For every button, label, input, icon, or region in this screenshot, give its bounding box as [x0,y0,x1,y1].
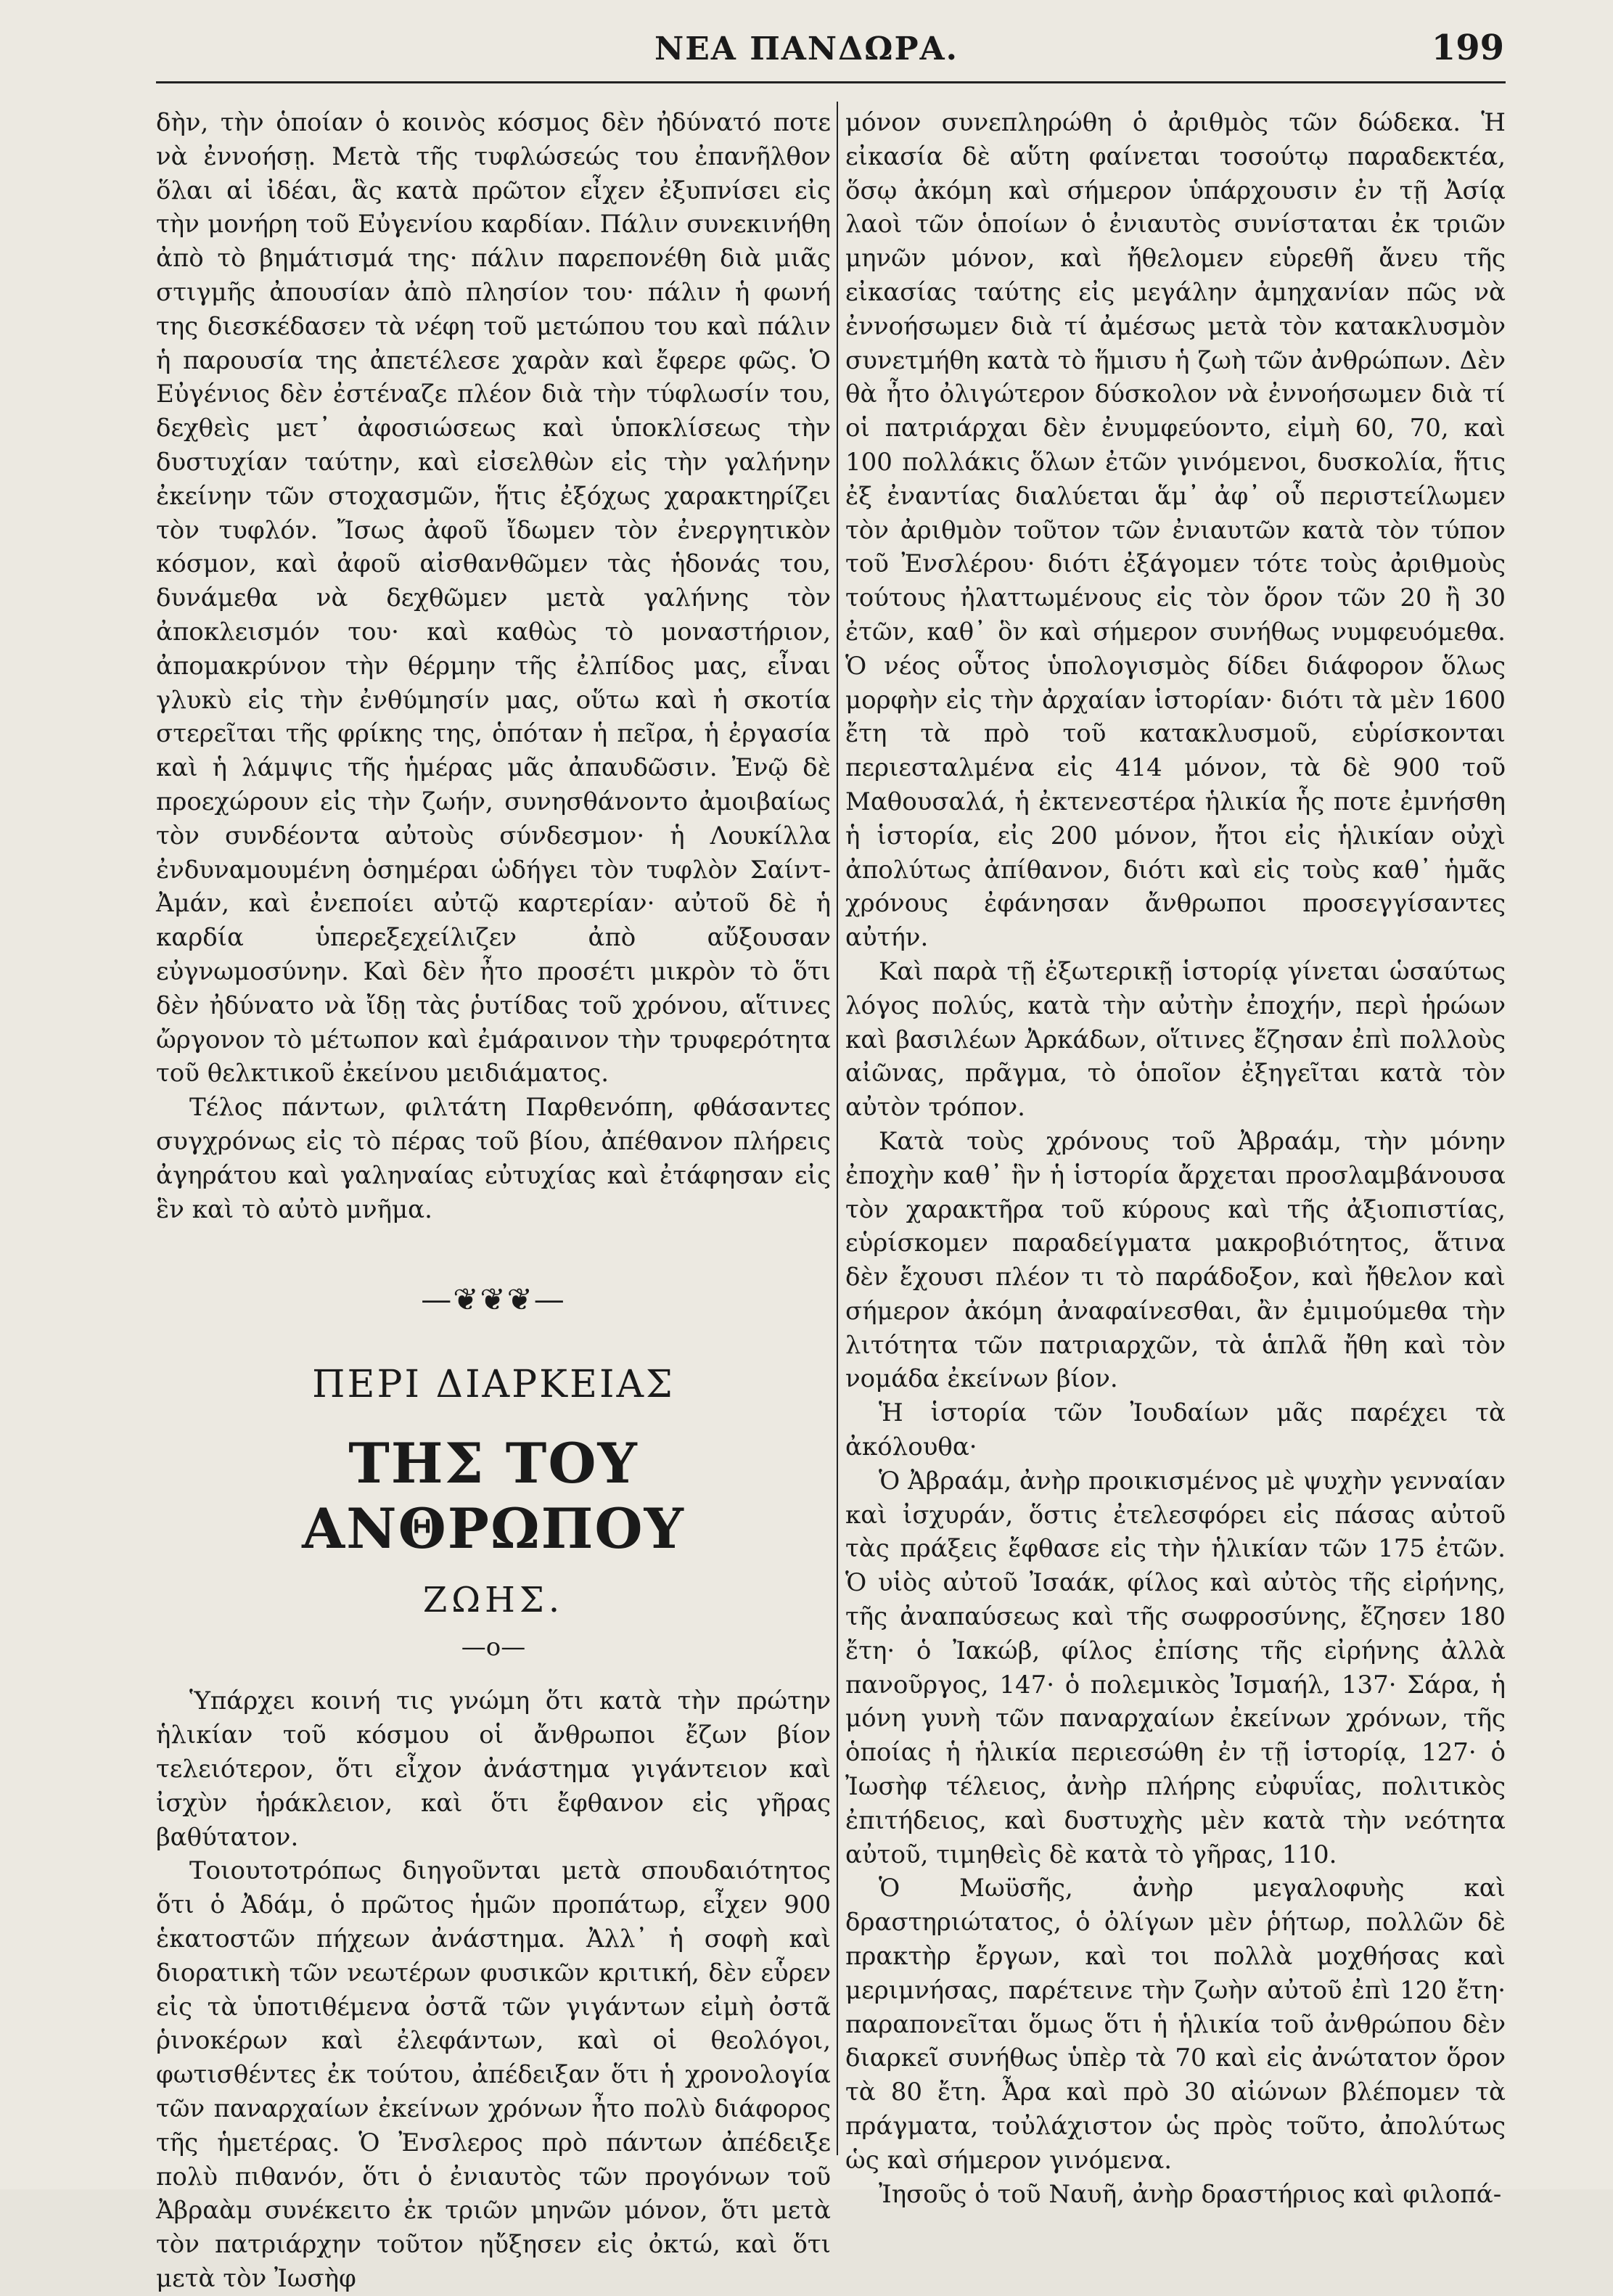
article-paragraph: Τοιουτοτρόπως διηγοῦνται μετὰ σπουδαιότητος ὅτι ὁ Ἀδάμ, ὁ πρῶτος ἡμῶν προπάτωρ, εἶχεν 900 ἑκατοστῶν πήχεων ἀνάστημα. Ἀλλ᾽ ἡ σοφὴ καὶ διορατικὴ τῶν νεωτέρων φυσικῶν κριτική, δὲν εὗρεν εἰς τὰ ὑποτιθέμενα ὀστᾶ τῶν γιγάντων εἰμὴ ὀστᾶ ῥινοκέρων καὶ ἐλεφάντων, καὶ οἱ θεολόγοι, φωτισθέντες ἐκ τούτου, ἀπέδειξαν ὅτι ἡ χρονολογία τῶν παναρχαίων ἐκείνων χρόνων ἦτο πολὺ διάφορος τῆς ἡμετέρας. Ὁ Ἐνσλερος πρὸ πάντων ἀπέδειξε πολὺ πιθανόν, ὅτι ὁ ἐνιαυτὸς τῶν προγόνων τοῦ Ἀβραὰμ συνέκειτο ἐκ τριῶν μηνῶν μόνον, ὅτι μετὰ τὸν πατριάρχην τοῦτον ηὔξησεν εἰς ὀκτώ, καὶ ὅτι μετὰ τὸν Ἰωσὴφ [156,1856,831,2294]
article-title-line-2: ΤΗΣ ΤΟΥ ΑΝΘΡΩΠΟΥ [302,1430,685,1561]
article-paragraph: Καὶ παρὰ τῇ ἐξωτερικῇ ἱστορίᾳ γίνεται ὡσαύτως λόγος πολύς, κατὰ τὴν αὐτὴν ἐποχήν, περὶ ἡρώων καὶ βασιλέων Ἀρκάδων, οἵτινες ἔζησαν ἐπὶ πολλοὺς αἰῶνας, πρᾶγμα, τὸ ὁποῖον ἐξηγεῖται κατὰ τὸν αὐτὸν τρόπον. [845,956,1506,1123]
article-title-line-1: ΠΕΡΙ ΔΙΑΡΚΕΙΑΣ [312,1363,675,1407]
section-ornament: —❦❦❦— [421,1282,566,1318]
left-column [156,106,831,2296]
article-paragraph: μόνον συνεπληρώθη ὁ ἀριθμὸς τῶν δώδεκα. Ἡ εἰκασία δὲ αὕτη φαίνεται τοσούτῳ παραδεκτέα, ὅσῳ ἀκόμη καὶ σήμερον ὑπάρχουσιν ἐν τῇ Ἀσίᾳ λαοὶ τῶν ὁποίων ὁ ἐνιαυτὸς συνίσταται ἐκ τριῶν μηνῶν μόνον, καὶ ἤθελομεν εὑρεθῆ ἄνευ τῆς εἰκασίας ταύτης εἰς μεγάλην ἀμηχανίαν πῶς νὰ ἐννοήσωμεν διὰ τί ἀμέσως μετὰ τὸν κατακλυσμὸν συνετμήθη κατὰ τὸ ἥμισυ ἡ ζωὴ τῶν ἀνθρώπων. Δὲν θὰ ἦτο ὀλιγώτερον δύσκολον νὰ ἐννοήσωμεν διὰ τί οἱ πατριάρχαι δὲν ἐνυμφεύοντο, εἰμὴ 60, 70, καὶ 100 πολλάκις ὅλων ἐτῶν γινόμενοι, δυσκολία, ἥτις ἐξ ἐναντίας διαλύεται ἅμ᾽ ἀφ᾽ οὗ περιστείλωμεν τὸν ἀριθμὸν τοῦτον τῶν ἐνιαυτῶν κατὰ τὸν τύπον τοῦ Ἐνσλέρου· διότι ἐξάγομεν τότε τοὺς ἀριθμοὺς τούτους ἠλαττωμένους εἰς τὸν ὅρον τῶν 20 ἢ 30 ἐτῶν, καθ᾽ ὃν καὶ σήμερον συνήθως νυμφευόμεθα. Ὁ νέος οὗτος ὑπολογισμὸς δίδει διάφορον ὅλως μορφὴν εἰς τὴν ἀρχαίαν ἱστορίαν· διότι τὰ μὲν 1600 ἔτη τὰ πρὸ τοῦ κατακλυσμοῦ, εὑρίσκονται περιεσταλμένα εἰς 414 μόνον, τὰ δὲ 900 τοῦ Μαθουσαλά, ἡ ἐκτενεστέρα ἡλικία ἧς ποτε ἐμνήσθη ἡ ἱστορία, εἰς 200 μόνον, ἤτοι εἰς ἡλικίαν οὐχὶ ἀπολύτως ἀπίθανον, διότι καὶ εἰς τοὺς καθ᾽ ἡμᾶς χρόνους ἐφάνησαν ἄνθρωποι προσεγγίσαντες αὐτήν. [845,108,1506,953]
title-separator: —o— [461,1632,526,1662]
page-header-title: ΝΕΑ ΠΑΝΔΩΡΑ. [654,30,959,67]
article-paragraph: Ὁ Μωϋσῆς, ἀνὴρ μεγαλοφυὴς καὶ δραστηριώτατος, ὁ ὀλίγων μὲν ῥήτωρ, πολλῶν δὲ πρακτὴρ ἔργων, καὶ τοι πολλὰ μοχθήσας καὶ μεριμνήσας, παρέτεινε τὴν ζωὴν αὐτοῦ ἐπὶ 120 ἔτη· παραπονεῖται ὅμως ὅτι ἡ ἡλικία τοῦ ἀνθρώπου δὲν διαρκεῖ συνήθως ὑπὲρ τὰ 70 καὶ εἰς ἀνώτατον ὅρον τὰ 80 ἔτη. Ἆρα καὶ πρὸ 30 αἰώνων βλέπομεν τὰ πράγματα, τοὐλάχιστον ὡς πρὸς τοῦτο, ἀπολύτως ὡς καὶ σήμερον γινόμενα. [845,1874,1506,2175]
story-paragraph: δὴν, τὴν ὁποίαν ὁ κοινὸς κόσμος δὲν ἠδύνατό ποτε νὰ ἐννοήσῃ. Μετὰ τῆς τυφλώσεώς του ἐπανῆλθον ὅλαι αἱ ἰδέαι, ἃς κατὰ πρῶτον εἶχεν ἐξυπνίσει εἰς τὴν μονήρη τοῦ Εὐγενίου καρδίαν. Πάλιν συνεκινήθη ἀπὸ τὸ βημάτισμά της· πάλιν παρεπονέθη διὰ μιᾶς στιγμῆς ἀπουσίαν ἀπὸ πλησίον του· πάλιν ἡ φωνή της διεσκέδασεν τὰ νέφη τοῦ μετώπου του καὶ πάλιν ἡ παρουσία της ἀπετέλεσε χαρὰν καὶ ἔφερε φῶς. Ὁ Εὐγένιος δὲν ἐστέναζε πλέον διὰ τὴν τύφλωσίν του, δεχθεὶς μετ᾽ ἀφοσιώσεως καὶ ὑποκλίσεως τὴν δυστυχίαν ταύτην, καὶ εἰσελθὼν εἰς τὴν γαλήνην ἐκείνην τῶν στοχασμῶν, ἥτις ἐξόχως χαρακτηρίζει τὸν τυφλόν. Ἴσως ἀφοῦ ἴδωμεν τὸν ἐνεργητικὸν κόσμον, καὶ ἀφοῦ αἰσθανθῶμεν τὰς ἡδονάς του, δυνάμεθα νὰ δεχθῶμεν μετὰ γαλήνης τὸν ἀποκλεισμόν του· καὶ καθὼς τὸ μοναστήριον, ἀπομακρύνον τὴν θέρμην τῆς ἐλπίδος μας, εἶναι γλυκὺ εἰς τὴν ἐνθύμησίν μας, οὕτω καὶ ἡ σκοτία στερεῖται τῆς φρίκης της, ὁπόταν ἡ πεῖρα, ἡ ἐργασία καὶ ἡ λάμψις τῆς ἡμέρας μᾶς ἀπαυδῶσιν. Ἐνῷ δὲ προεχώρουν εἰς τὴν ζωήν, συνησθάνοντο ἀμοιβαίως τὸν συνδέοντα αὐτοὺς σύνδεσμον· ἡ Λουκίλλα ἐνδυναμουμένη ὁσημέραι ὡδήγει τὸν τυφλὸν Σαίντ-Ἀμάν, καὶ ἐνεποίει αὐτῷ καρτερίαν· αὐτοῦ δὲ ἡ καρδία ὑπερεξεχείλιζεν ἀπὸ αὔξουσαν εὐγνωμοσύνην. Καὶ δὲν ἦτο προσέτι μικρὸν τὸ ὅτι δὲν ἠδύνατο νὰ ἴδῃ τὰς ῥυτίδας τοῦ χρόνου, αἵτινες ὤργονον τὸ μέτωπον καὶ ἐμάραινον τὴν τρυφερότητα τοῦ θελκτικοῦ ἐκείνου μειδιάματος. [156,108,831,1088]
article-paragraph: Ἰησοῦς ὁ τοῦ Ναυῆ, ἀνὴρ δραστήριος καὶ φιλοπά- [879,2179,1502,2209]
article-title-line-3: ΖΩΗΣ. [422,1579,565,1620]
page-number: 199 [1431,28,1504,68]
story-paragraph: Τέλος πάντων, φιλτάτη Παρθενόπη, φθάσαντες συγχρόνως εἰς τὸ πέρας τοῦ βίου, ἀπέθανον πλήρεις ἀγηράτου καὶ γαληναίας εὐτυχίας καὶ ἐτάφησαν εἰς ἓν καὶ τὸ αὐτὸ μνῆμα. [156,1093,831,1224]
header-rule [156,81,1506,83]
article-paragraph: Ὑπάρχει κοινή τις γνώμη ὅτι κατὰ τὴν πρώτην ἡλικίαν τοῦ κόσμου οἱ ἄνθρωποι ἔζων βίον τελειότερον, ὅτι εἶχον ἀνάστημα γιγάντειον καὶ ἰσχὺν ἡράκλειον, καὶ ὅτι ἔφθανον εἰς γῆρας βαθύτατον. [156,1686,831,1852]
right-column [845,106,1506,2211]
article-paragraph: Κατὰ τοὺς χρόνους τοῦ Ἀβραάμ, τὴν μόνην ἐποχὴν καθ᾽ ἣν ἡ ἱστορία ἄρχεται προσλαμβάνουσα τὸν χαρακτῆρα τοῦ κύρους καὶ τῆς ἀξιοπιστίας, εὑρίσκομεν παραδείγματα μακροβιότητος, ἅτινα δὲν ἔχουσι πλέον τι τὸ παράδοξον, καὶ ἤθελον καὶ σήμερον ἀκόμη ἀναφαίνεσθαι, ἂν ἐμιμούμεθα τὴν λιτότητα τῶν πατριαρχῶν, τὰ ἁπλᾶ ἤθη καὶ τὸν νομάδα ἐκείνων βίον. [845,1126,1506,1394]
column-divider [837,102,838,2155]
article-paragraph: Ὁ Ἀβραάμ, ἀνὴρ προικισμένος μὲ ψυχὴν γενναίαν καὶ ἰσχυράν, ὅστις ἐτελεσφόρει εἰς πάσας αὐτοῦ τὰς πράξεις ἔφθασε εἰς τὴν ἡλικίαν τῶν 175 ἐτῶν. Ὁ υἱὸς αὐτοῦ Ἰσαάκ, φίλος καὶ αὐτὸς τῆς εἰρήνης, τῆς ἀναπαύσεως καὶ τῆς σωφροσύνης, ἔζησεν 180 ἔτη· ὁ Ἰακώβ, φίλος ἐπίσης τῆς εἰρήνης ἀλλὰ πανοῦργος, 147· ὁ πολεμικὸς Ἰσμαήλ, 137· Σάρα, ἡ μόνη γυνὴ τῶν παναρχαίων ἐκείνων χρόνων, τῆς ὁποίας ἡ ἡλικία περιεσώθη ἐν τῇ ἱστορίᾳ, 127· ὁ Ἰωσὴφ τέλειος, ἀνὴρ πλήρης εὐφυΐας, πολιτικὸς ἐπιτήδειος, καὶ δυστυχὴς μὲν κατὰ τὴν νεότητα αὐτοῦ, τιμηθεὶς δὲ κατὰ τὸ γῆρας, 110. [845,1466,1506,1869]
article-paragraph: Ἡ ἱστορία τῶν Ἰουδαίων μᾶς παρέχει τὰ ἀκόλουθα· [845,1398,1506,1462]
